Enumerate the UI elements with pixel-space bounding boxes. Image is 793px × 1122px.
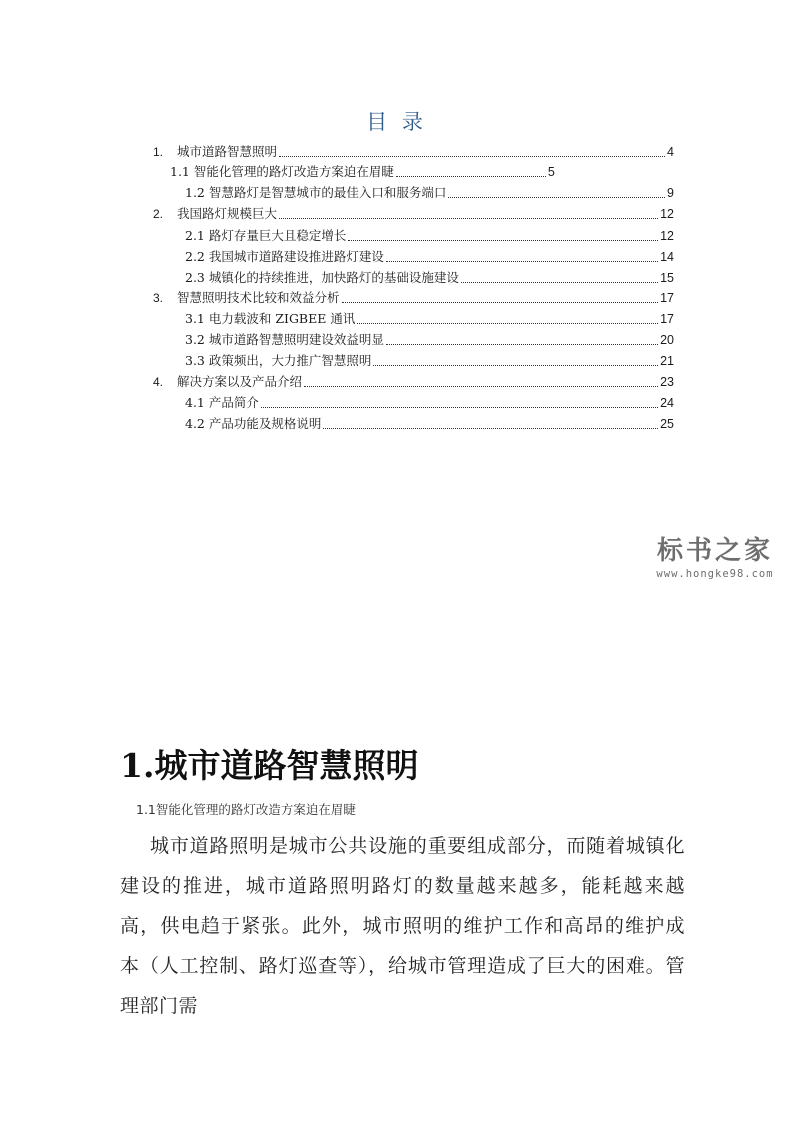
toc-leader	[342, 301, 659, 303]
toc-leader	[323, 427, 658, 429]
toc-leader	[396, 175, 546, 177]
toc-entry[interactable]	[185, 227, 674, 245]
toc-entry[interactable]	[153, 289, 674, 307]
toc-entry-page: 17	[660, 291, 674, 305]
toc-entry[interactable]	[185, 415, 674, 433]
toc-entry-number: 4.	[153, 375, 164, 389]
toc-entry-page: 15	[660, 271, 674, 285]
toc-leader	[357, 322, 658, 324]
toc-entry[interactable]	[185, 184, 674, 202]
toc-entry-page: 14	[660, 250, 674, 264]
toc-entry-number: 1.	[153, 145, 164, 159]
toc-entry-page: 4	[667, 145, 674, 159]
body-paragraph: 城市道路照明是城市公共设施的重要组成部分，而随着城镇化建设的推进，城市道路照明路灯的数量越来越多，能耗越来越高，供电趋于紧张。此外，城市照明的维护工作和高昂的维护成本（人工控制、路灯巡查等），给城市管理造成了巨大的困难。管理部门需	[120, 835, 685, 1017]
toc-entry-label: 城市道路智慧照明	[177, 144, 278, 159]
toc-entry-label: 解决方案以及产品介绍	[177, 374, 303, 389]
toc-entry-page: 23	[660, 375, 674, 389]
toc-leader	[261, 406, 658, 408]
watermark-url: www.hongke98.com	[656, 568, 774, 580]
toc-leader	[448, 196, 665, 198]
toc-leader	[279, 155, 665, 157]
toc-entry-number: 3.	[153, 291, 164, 305]
toc-entry-page: 21	[660, 354, 674, 368]
toc-entry-page: 9	[667, 186, 674, 200]
toc-entry-label: 3.3 政策频出，大力推广智慧照明	[185, 353, 372, 368]
toc-leader	[304, 385, 658, 387]
toc-leader	[461, 281, 658, 283]
toc-leader	[279, 217, 658, 219]
toc-entry[interactable]	[153, 373, 674, 391]
toc-entry-label: 4.1 产品简介	[185, 395, 259, 410]
toc-leader	[386, 343, 658, 345]
toc-leader	[373, 364, 658, 366]
toc-entry-label: 3.1 电力载波和 ZIGBEE 通讯	[185, 311, 356, 326]
toc-entry-number: 2.	[153, 207, 164, 221]
toc-entry[interactable]	[185, 331, 674, 349]
toc-entry-label: 2.3 城镇化的持续推进，加快路灯的基础设施建设	[185, 270, 459, 285]
toc-leader	[348, 239, 658, 241]
toc-entry-page: 25	[660, 417, 674, 431]
toc-title: 目 录	[366, 110, 427, 134]
toc-entry-label: 1.1 智能化管理的路灯改造方案迫在眉睫	[170, 164, 394, 179]
toc-entry[interactable]	[153, 143, 674, 161]
toc-entry-page: 12	[660, 229, 674, 243]
toc-entry-page: 24	[660, 396, 674, 410]
toc-entry-label: 4.2 产品功能及规格说明	[185, 416, 322, 431]
toc-entry[interactable]	[185, 352, 674, 370]
watermark-logo	[640, 536, 790, 580]
toc-entry[interactable]	[153, 205, 674, 223]
toc-entry-label: 智慧照明技术比较和效益分析	[177, 290, 340, 305]
toc-entry-label: 2.1 路灯存量巨大且稳定增长	[185, 228, 347, 243]
toc-entry[interactable]	[185, 248, 674, 266]
toc-entry-label: 2.2 我国城市道路建设推进路灯建设	[185, 249, 384, 264]
toc-leader	[386, 260, 658, 262]
section-heading: 1.城市道路智慧照明	[120, 746, 419, 785]
toc-entry-page: 20	[660, 333, 674, 347]
toc-entry-label: 3.2 城市道路智慧照明建设效益明显	[185, 332, 384, 347]
toc-entry[interactable]	[185, 394, 674, 412]
toc-entry-page: 17	[660, 312, 674, 326]
toc-entry[interactable]	[185, 310, 674, 328]
toc-entry-label: 1.2 智慧路灯是智慧城市的最佳入口和服务端口	[185, 185, 447, 200]
toc-entry-page: 12	[660, 207, 674, 221]
watermark-title: 标书之家	[656, 536, 773, 566]
toc-entry[interactable]	[170, 163, 555, 181]
toc-entry-page: 5	[547, 165, 555, 179]
toc-entry[interactable]	[185, 269, 674, 287]
subsection-heading: 1.1智能化管理的路灯改造方案迫在眉睫	[136, 802, 356, 817]
toc-entry-label: 我国路灯规模巨大	[177, 206, 278, 221]
